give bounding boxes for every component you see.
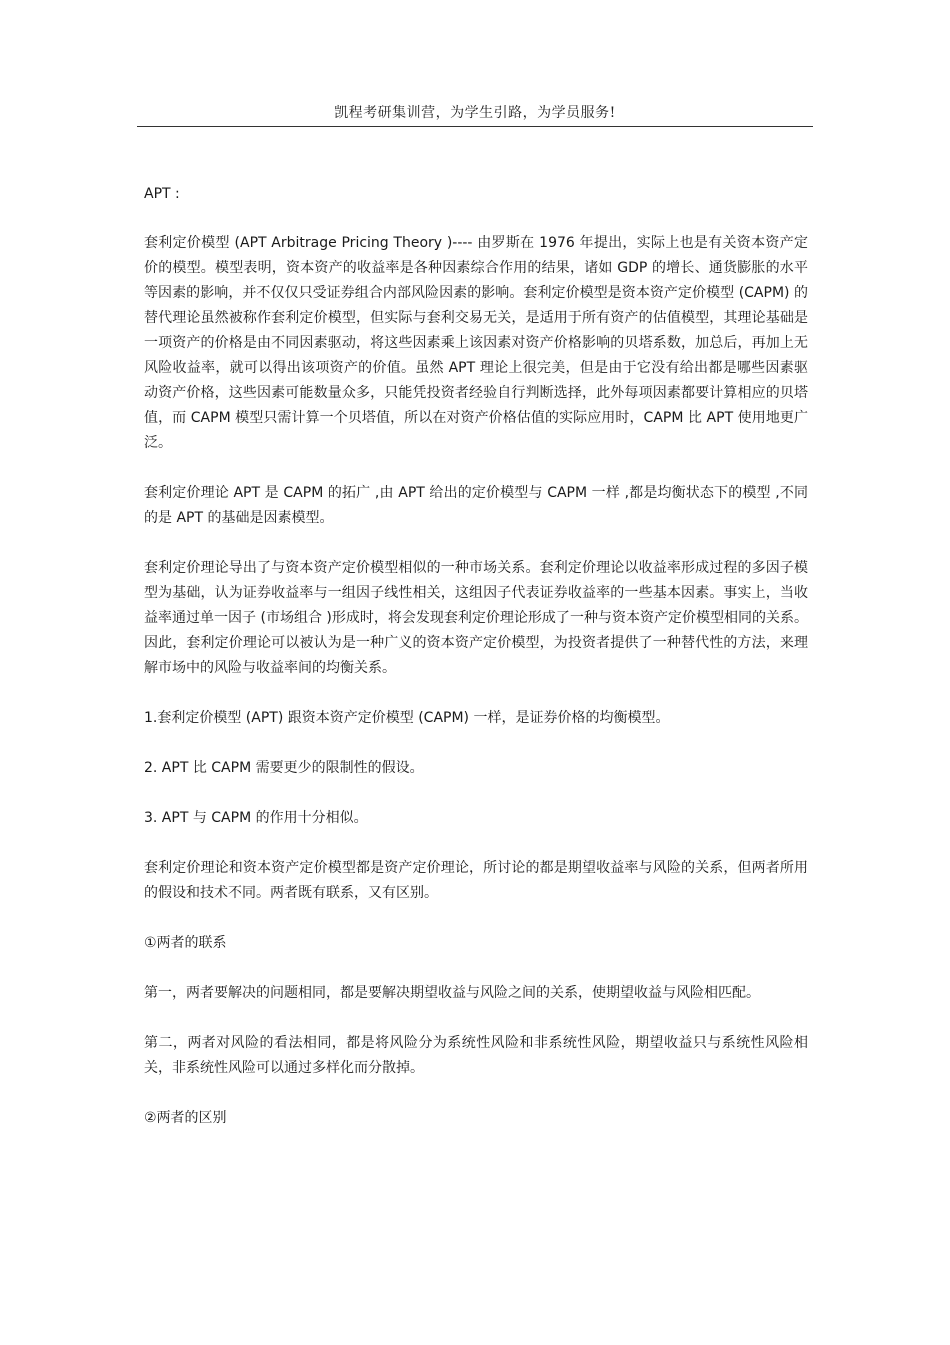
paragraph-apt-market-relation: 套利定价理论导出了与资本资产定价模型相似的一种市场关系。套利定价理论以收益率形成过程的多因子模型为基础，认为证券收益率与一组因子线性相关，这组因子代表证券收益率的一些基本因素。事实上，当收益率通过单一因子 (市场组合 )形成时，将会发现套利定价理论形成了一种与资本资产定价模型相同的关系。因此，套利定价理论可以被认为是一种广义的资本资产定价模型，为投资者提供了一种替代性的方法，来理解市场中的风险与收益率间的均衡关系。 (144, 560, 808, 676)
paragraph-apt-capm-extension: 套利定价理论 APT 是 CAPM 的拓广 ,由 APT 给出的定价模型与 CAPM 一样 ,都是均衡状态下的模型 ,不同的是 APT 的基础是因素模型。 (144, 485, 808, 526)
paragraph-relation-first: 第一，两者要解决的问题相同，都是要解决期望收益与风险之间的关系，使期望收益与风险相匹配。 (144, 985, 760, 1001)
list-item-3: 3. APT 与 CAPM 的作用十分相似。 (144, 810, 368, 826)
subheading-relation: ①两者的联系 (144, 935, 227, 951)
section-title: APT : (144, 186, 180, 202)
paragraph-apt-intro: 套利定价模型 (APT Arbitrage Pricing Theory )---- 由罗斯在 1976 年提出，实际上也是有关资本资产定价的模型。模型表明，资本资产的收益率是各种因素综合作用的结果，诸如 GDP 的增长、通货膨胀的水平等因素的影响，并不仅仅只受证券组合内部风险因素的影响。套利定价模型是资本资产定价模型 (CAPM) 的替代理论虽然被称作套利定价模型，但实际与套利交易无关，是适用于所有资产的估值模型，其理论基础是一项资产的价格是由不同因素驱动，将这些因素乘上该因素对资产价格影响的贝塔系数，加总后，再加上无风险收益率，就可以得出该项资产的价值。虽然 APT 理论上很完美，但是由于它没有给出都是哪些因素驱动资产价格，这些因素可能数量众多，只能凭投资者经验自行判断选择，此外每项因素都要计算相应的贝塔值，而 CAPM 模型只需计算一个贝塔值，所以在对资产价格估值的实际应用时，CAPM 比 APT 使用地更广泛。 (144, 235, 808, 451)
subheading-difference: ②两者的区别 (144, 1110, 227, 1126)
document-body (144, 182, 808, 1131)
page-header-slogan: 凯程考研集训营，为学生引路，为学员服务! (334, 105, 616, 121)
paragraph-relation-second: 第二，两者对风险的看法相同，都是将风险分为系统性风险和非系统性风险，期望收益只与系统性风险相关，非系统性风险可以通过多样化而分散掉。 (144, 1035, 808, 1076)
list-item-1: 1.套利定价模型 (APT) 跟资本资产定价模型 (CAPM) 一样，是证券价格的均衡模型。 (144, 710, 670, 726)
list-item-2: 2. APT 比 CAPM 需要更少的限制性的假设。 (144, 760, 424, 776)
paragraph-comparison: 套利定价理论和资本资产定价模型都是资产定价理论，所讨论的都是期望收益率与风险的关系，但两者所用的假设和技术不同。两者既有联系，又有区别。 (144, 860, 808, 901)
header-divider (137, 126, 813, 127)
